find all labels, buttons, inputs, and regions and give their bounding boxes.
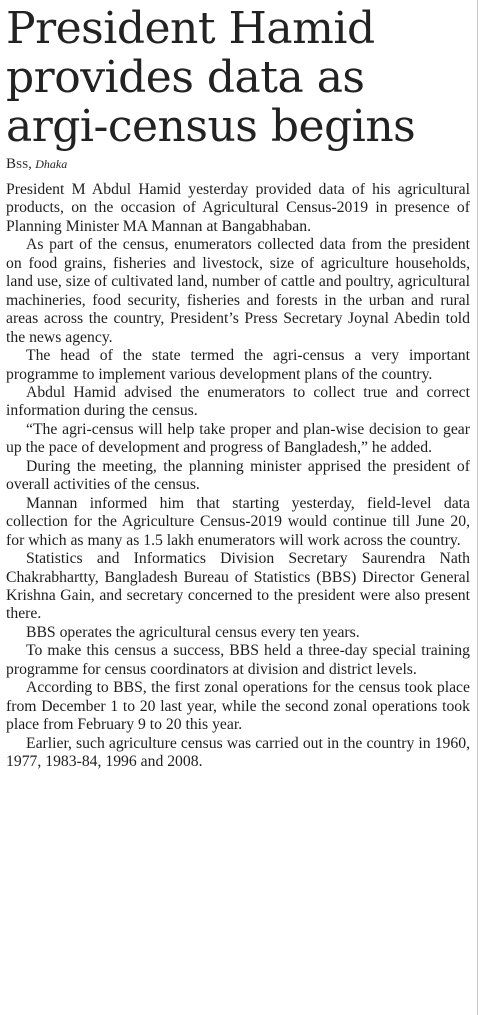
byline-agency: Bss — [6, 156, 29, 172]
paragraph: Abdul Hamid advised the enumerators to collect true and correct information during the census. — [6, 383, 470, 420]
paragraph: Mannan informed him that starting yesterday, field-level data collection for the Agriculture Census-2019 would continue till June 20, for which as many as 1.5 lakh enumerators will work across the country. — [6, 494, 470, 549]
byline-separator: , — [28, 157, 36, 172]
paragraph: To make this census a success, BBS held a three-day special training programme for census coordinators at division and district levels. — [6, 642, 470, 678]
news-article — [6, 4, 470, 772]
paragraph: Statistics and Informatics Division Secretary Saurendra Nath Chakrabhartty, Bangladesh Bureau of Statistics (BBS) Director General Krishna Gain, and secretary concerned to the president were also present there. — [6, 550, 470, 623]
paragraph: BBS operates the agricultural census every ten years. — [26, 623, 360, 641]
paragraph: According to BBS, the first zonal operations for the census took place from December 1 to 20 last year, while the second zonal operations took place from February 9 to 20 this year. — [6, 679, 470, 734]
paragraph: “The agri-census will help take proper and plan-wise decision to gear up the pace of development and progress of Bangladesh,” he added. — [6, 420, 470, 457]
paragraph: Earlier, such agriculture census was carried out in the country in 1960, 1977, 1983-84, 1996 and 2008. — [6, 734, 470, 771]
article-body — [6, 181, 470, 772]
paragraph: The head of the state termed the agri-census a very important programme to implement various development plans of the country. — [6, 347, 470, 383]
column-divider — [477, 0, 478, 1015]
paragraph: As part of the census, enumerators collected data from the president on food grains, fisheries and livestock, size of agriculture households, land use, size of cultivated land, number of cattle and poultry, agricultural machineries, food security, fisheries and forests in the urban and rural areas across the country, President’s Press Secretary Joynal Abedin told the news agency. — [6, 236, 470, 346]
paragraph: President M Abdul Hamid yesterday provided data of his agricultural products, on the occasion of Agricultural Census-2019 in presence of Planning Minister MA Mannan at Bangabhaban. — [6, 181, 470, 235]
byline — [6, 156, 470, 172]
paragraph: During the meeting, the planning minister apprised the president of overall activities of the census. — [6, 457, 470, 494]
byline-place: Dhaka — [35, 157, 68, 171]
headline: President Hamid provides data as argi-census begins — [6, 3, 416, 152]
